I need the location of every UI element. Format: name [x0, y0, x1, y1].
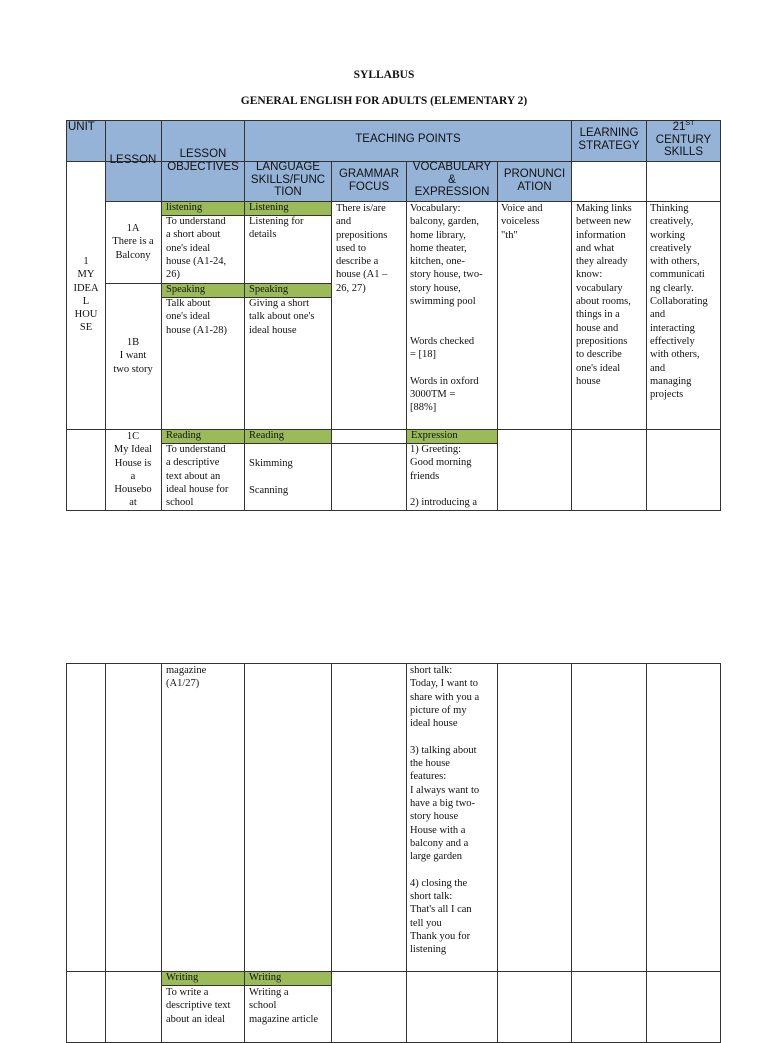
col-divider	[244, 663, 245, 1043]
header-century-skills	[646, 121, 721, 159]
table-continued-frame	[66, 663, 721, 1043]
row-divider	[331, 443, 406, 444]
lesson-1b-objective: Talk about one's ideal house (A1-28)	[166, 298, 227, 336]
lesson-1b-skill: Giving a short talk about one's ideal house	[249, 298, 315, 336]
col-divider	[646, 663, 647, 1043]
document-title: SYLLABUS	[353, 69, 415, 81]
century-label: CENTURY SKILLS	[655, 133, 712, 158]
header-objectives: LESSON OBJECTIVES	[167, 148, 239, 173]
strategy-1ab: Making links between new information and what they already know: vocabulary about rooms, things in a house and prepositions to describe one's ideal house	[576, 203, 632, 387]
unit-1-label: 1 MY IDEA L HOU SE	[73, 256, 99, 334]
century-skills-1ab: Thinking creatively, working creatively with others, communicati ng clearly. Collaborating and interacting effectively with others, and managing projects	[650, 203, 708, 401]
document-subtitle: GENERAL ENGLISH FOR ADULTS (ELEMENTARY 2)	[240, 95, 528, 107]
col-divider	[406, 201, 407, 511]
tag-listening-skill: Listening	[244, 201, 332, 216]
pronunciation-1ab: Voice and voiceless "th"	[501, 203, 543, 241]
tag-expression: Expression	[406, 429, 498, 444]
writing-skill: Writing a school magazine article	[249, 987, 319, 1025]
lesson-1c-scanning: Scanning	[249, 485, 289, 496]
lesson-1b-label: 1B I want two story	[113, 337, 153, 375]
writing-objective: To write a descriptive text about an ideal	[166, 987, 231, 1025]
header-unit: UNIT	[68, 121, 95, 133]
col-divider	[331, 201, 332, 511]
tag-writing-objective: Writing	[161, 971, 245, 986]
lesson-1a-objective: To understand a short about one's ideal house (A1-24, 26)	[166, 216, 227, 281]
tag-speaking-skill: Speaking	[244, 283, 332, 298]
col-divider	[105, 663, 106, 1043]
col-divider	[161, 663, 162, 1043]
tag-reading-objective: Reading	[161, 429, 245, 444]
col-divider	[406, 663, 407, 1043]
objective-continued: magazine (A1/27)	[166, 665, 207, 690]
header-pronunciation: PRONUNCI ATION	[503, 168, 566, 193]
header-language-skills: LANGUAGE SKILLS/FUNC TION	[250, 161, 326, 198]
header-vocabulary: VOCABULARY & EXPRESSION	[412, 161, 492, 198]
grammar-1ab: There is/are and prepositions used to describe a house (A1 – 26, 27)	[336, 203, 388, 294]
lesson-1a-skill: Listening for details	[249, 216, 304, 241]
vocabulary-1ab: Vocabulary: balcony, garden, home library, home theater, kitchen, one- story house, two- story house, swimming pool Words checked = [18] Words in oxford 3000TM = [88%]	[410, 203, 483, 414]
col-divider	[244, 201, 245, 511]
expression-continued: short talk: Today, I want to share with you a picture of my ideal house 3) talking about the house features: I always want to have a big two- story house House with a balcony and a large garden 4) closing the short talk: That's all I can tell you Thank you for listening	[410, 665, 480, 956]
tag-speaking-objective: Speaking	[161, 283, 245, 298]
col-divider	[646, 201, 647, 511]
tag-listening-objective: listening	[161, 201, 245, 216]
col-divider	[571, 663, 572, 1043]
lesson-1c-objective: To understand a descriptive text about an ideal house for school	[166, 444, 229, 509]
lesson-1c-label: 1C My Ideal House is a Housebo at	[113, 431, 153, 509]
lesson-1c-skimming: Skimming	[249, 458, 293, 469]
header-learning-strategy: LEARNING STRATEGY	[578, 127, 640, 152]
header-lesson: LESSON	[109, 154, 157, 166]
col-divider	[331, 663, 332, 1043]
century-number: 21	[672, 121, 686, 133]
header-teaching-points: TEACHING POINTS	[355, 133, 461, 145]
tag-reading-skill: Reading	[244, 429, 332, 444]
tag-writing-skill: Writing	[244, 971, 332, 986]
lesson-1c-expression: 1) Greeting: Good morning friends 2) introducing a	[410, 444, 478, 509]
lesson-1a-label: 1A There is a Balcony	[112, 223, 154, 261]
col-divider	[571, 201, 572, 511]
century-superscript: ST	[685, 120, 695, 128]
col-divider	[161, 201, 162, 511]
header-grammar-focus: GRAMMAR FOCUS	[338, 168, 400, 193]
